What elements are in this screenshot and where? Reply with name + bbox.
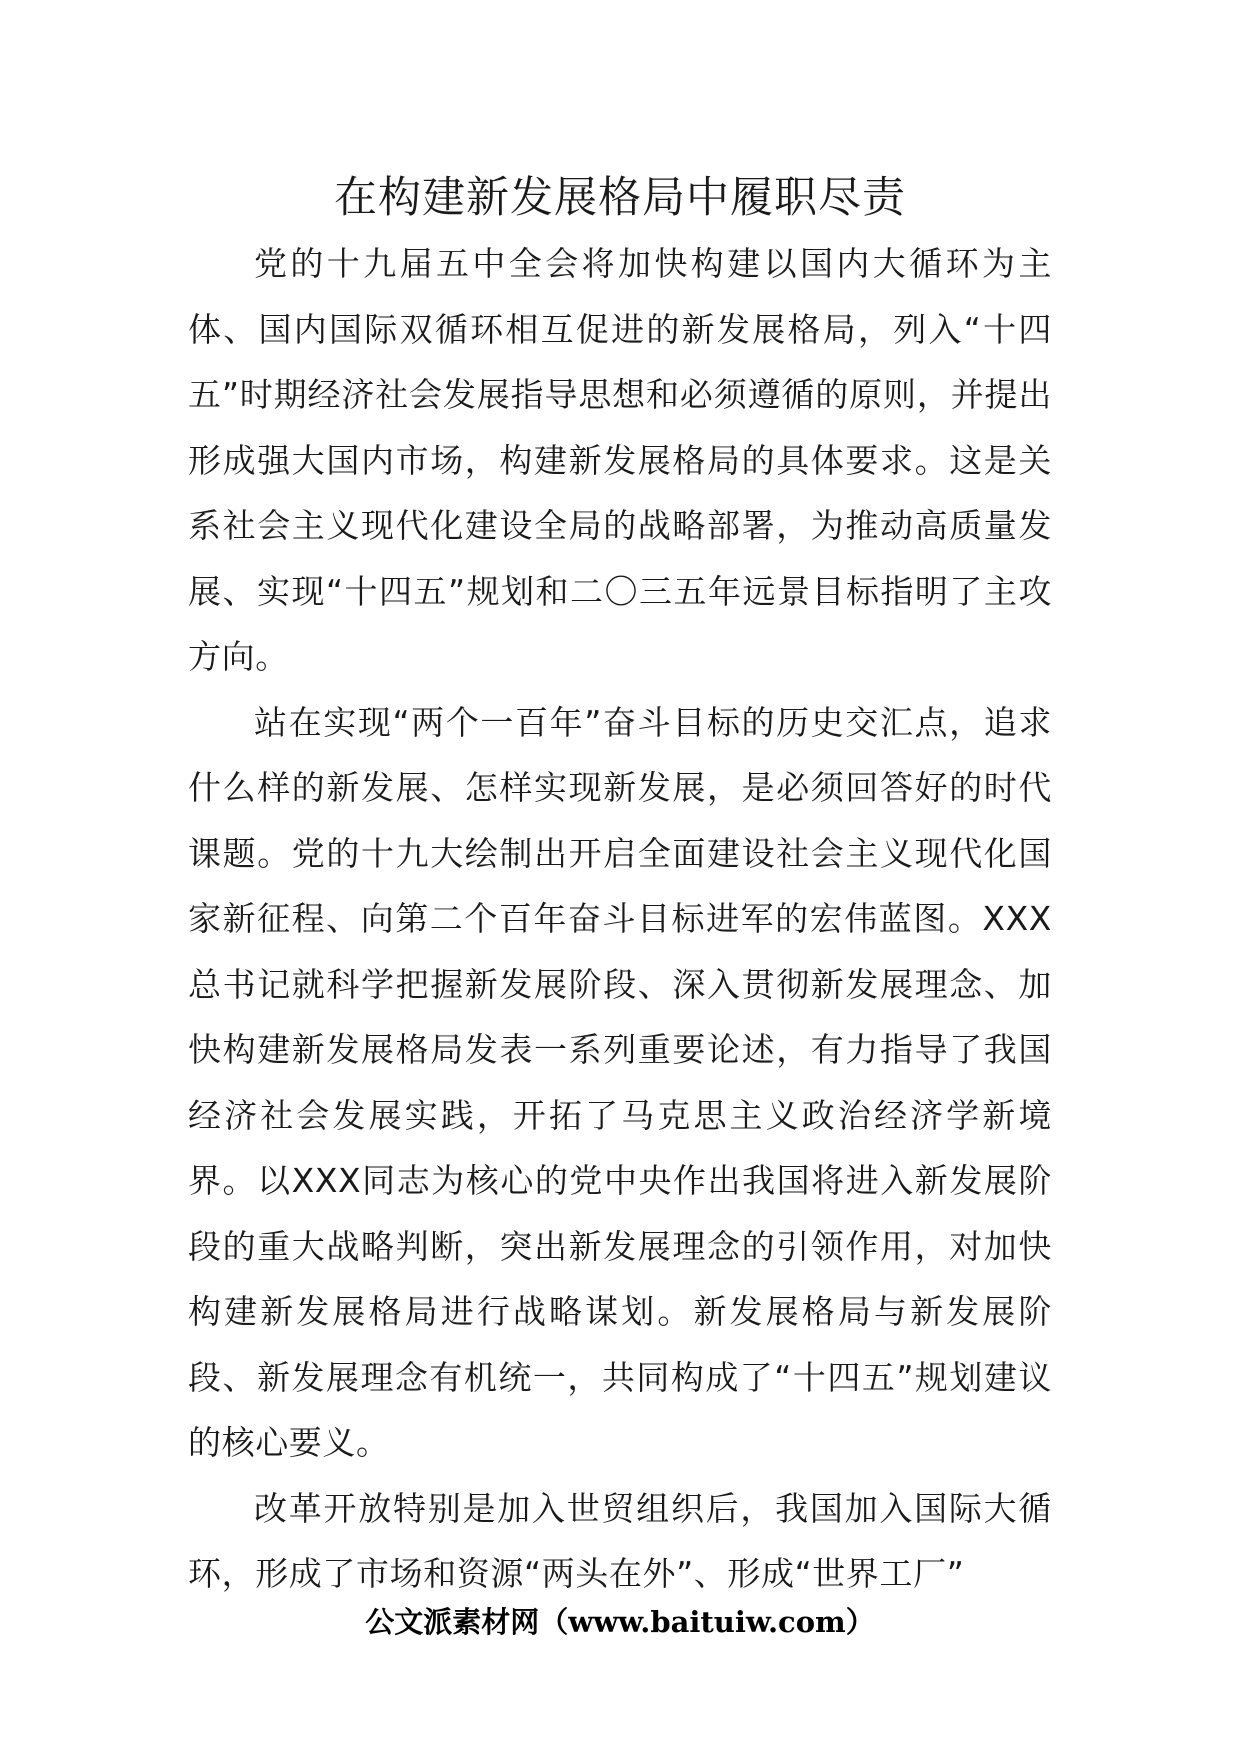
document-body — [188, 231, 1052, 1607]
paragraph-1: 党的十九届五中全会将加快构建以国内大循环为主体、国内国际双循环相互促进的新发展格局，列入“十四五”时期经济社会发展指导思想和必须遵循的原则，并提出形成强大国内市场，构建新发展格局的具体要求。这是关系社会主义现代化建设全局的战略部署，为推动高质量发展、实现“十四五”规划和二〇三五年远景目标指明了主攻方向。 — [188, 244, 1052, 676]
paragraph-3: 改革开放特别是加入世贸组织后，我国加入国际大循环，形成了市场和资源“两头在外”、形成“世界工厂” — [188, 1488, 1052, 1593]
document-title: 在构建新发展格局中履职尽责 — [334, 173, 906, 223]
paragraph-2: 站在实现“两个一百年”奋斗目标的历史交汇点，追求什么样的新发展、怎样实现新发展，是必须回答好的时代课题。党的十九大绘制出开启全面建设社会主义现代化国家新征程、向第二个百年奋斗目标进军的宏伟蓝图。XXX总书记就科学把握新发展阶段、深入贯彻新发展理念、加快构建新发展格局发表一系列重要论述，有力指导了我国经济社会发展实践，开拓了马克思主义政治经济学新境界。以XXX同志为核心的党中央作出我国将进入新发展阶段的重大战略判断，突出新发展理念的引领作用，对加快构建新发展格局进行战略谋划。新发展格局与新发展阶段、新发展理念有机统一，共同构成了“十四五”规划建议的核心要义。 — [188, 702, 1052, 1462]
footer-watermark: 公文派素材网（www.baituiw.com） — [365, 1605, 875, 1639]
